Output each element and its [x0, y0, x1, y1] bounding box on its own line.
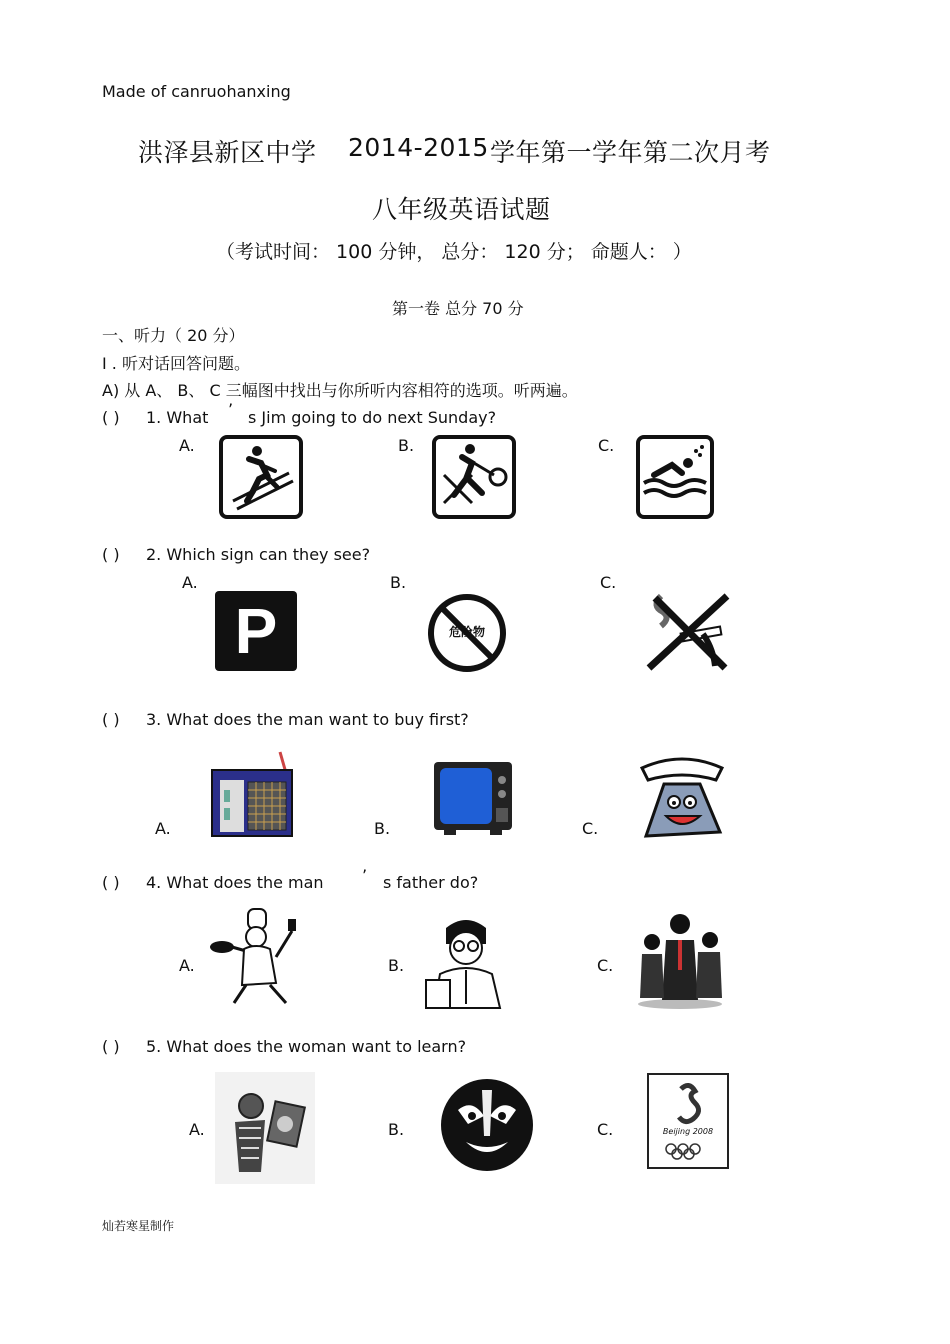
school-name: 洪泽县新区中学 — [138, 138, 317, 167]
question-5-text: 5. What does the woman want to learn? — [146, 1037, 467, 1056]
parking-letter: P — [234, 595, 278, 667]
option-a-label: A. — [189, 1120, 205, 1139]
cook-icon — [206, 907, 302, 1009]
school-year: 2014-2015 — [348, 133, 489, 162]
answer-blank[interactable]: ( ) — [102, 873, 120, 892]
parking-sign-icon — [215, 591, 297, 671]
option-a-label: A. — [155, 819, 171, 838]
question-2-text: 2. Which sign can they see? — [146, 545, 371, 564]
no-smoking-sign-icon — [641, 590, 733, 674]
exam-subject: 八年级英语试题 — [372, 195, 551, 224]
part-heading: I . 听对话回答问题。 — [102, 354, 250, 373]
option-c-label: C. — [598, 436, 615, 455]
option-b-label: B. — [374, 819, 391, 838]
paper-cutting-icon — [215, 1072, 315, 1184]
exam-info: （考试时间： 100 分钟， 总分： 120 分； 命题人： ） — [216, 241, 692, 263]
answer-blank[interactable]: ( ) — [102, 545, 120, 564]
option-a-label: A. — [179, 956, 195, 975]
answer-blank[interactable]: ( ) — [102, 1037, 120, 1056]
question-4-text-cont: s father do? — [383, 873, 479, 892]
no-dangerous-goods-sign-icon — [427, 593, 507, 673]
question-1-apostrophe: ’ — [228, 400, 234, 419]
option-c-label: C. — [582, 819, 599, 838]
option-b-label: B. — [388, 1120, 405, 1139]
hockey-icon — [432, 435, 516, 519]
tv-icon — [432, 760, 514, 836]
question-1-text-cont: s Jim going to do next Sunday? — [248, 408, 497, 427]
question-4-apostrophe: ’ — [362, 866, 368, 885]
part-instruction: A) 从 A、 B、 C 三幅图中找出与你所听内容相符的选项。听两遍。 — [102, 381, 578, 400]
question-4-text: 4. What does the man — [146, 873, 324, 892]
option-c-label: C. — [597, 956, 614, 975]
option-b-label: B. — [390, 573, 407, 592]
section-heading: 一、听力（ 20 分） — [102, 326, 245, 345]
question-3-text: 3. What does the man want to buy first? — [146, 710, 469, 729]
option-b-label: B. — [388, 956, 405, 975]
footer-credit: 灿若寒星制作 — [102, 1219, 175, 1233]
option-c-label: C. — [597, 1120, 614, 1139]
exam-term: 学年第一学年第二次月考 — [490, 138, 771, 167]
emblem-text: Beijing 2008 — [662, 1127, 714, 1136]
opera-mask-icon — [438, 1076, 536, 1174]
option-b-label: B. — [398, 436, 415, 455]
option-a-label: A. — [182, 573, 198, 592]
skiing-icon — [219, 435, 303, 519]
telephone-icon — [636, 752, 728, 844]
swimming-icon — [636, 435, 714, 519]
volume-heading: 第一卷 总分 70 分 — [392, 299, 524, 318]
option-a-label: A. — [179, 436, 195, 455]
answer-blank[interactable]: ( ) — [102, 710, 120, 729]
businessmen-icon — [636, 910, 724, 1010]
doctor-icon — [420, 914, 512, 1010]
question-1-text: 1. What — [146, 408, 209, 427]
olympic-emblem-icon — [647, 1073, 729, 1169]
sign-text: 危险物 — [448, 625, 485, 639]
answer-blank[interactable]: ( ) — [102, 408, 120, 427]
option-c-label: C. — [600, 573, 617, 592]
header-note: Made of canruohanxing — [102, 82, 291, 101]
radio-icon — [210, 750, 296, 840]
